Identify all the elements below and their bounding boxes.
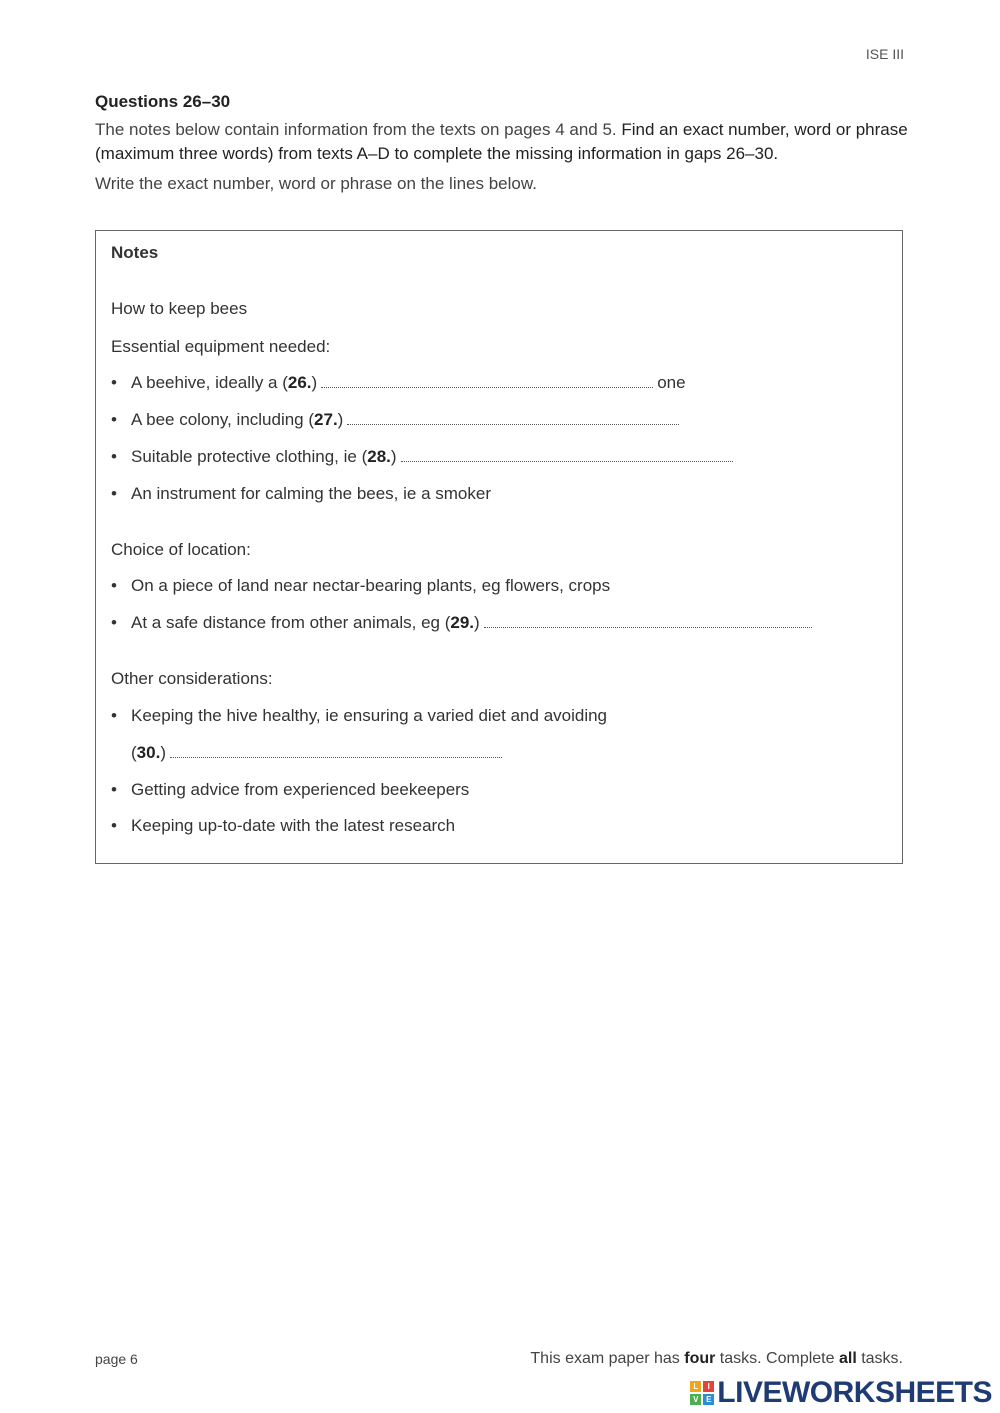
bullet: • — [111, 576, 117, 595]
exam-code: ISE III — [865, 46, 904, 62]
bullet: • — [111, 780, 117, 799]
logo-mark-icon — [690, 1381, 714, 1405]
bullet: • — [111, 706, 117, 725]
section-title: Questions 26–30 — [95, 92, 231, 111]
footer-note: This exam paper has four tasks. Complete all tasks. — [530, 1350, 903, 1367]
intro-normal: The notes below contain information from the texts on pages 4 and 5. — [95, 120, 617, 139]
other-heading: Other considerations: — [111, 669, 273, 688]
answer-gap-27[interactable] — [347, 423, 679, 425]
instruction: Write the exact number, word or phrase on the lines below. — [95, 174, 537, 193]
notes-heading: Notes — [111, 243, 159, 262]
bullet: • — [111, 613, 117, 632]
list-item: • Keeping up-to-date with the latest research — [111, 816, 456, 835]
bullet: • — [111, 373, 117, 392]
list-item: • A bee colony, including (27.) — [111, 410, 683, 430]
list-item: • An instrument for calming the bees, ie a smoker — [111, 484, 491, 503]
list-item: • Getting advice from experienced beekeepers — [111, 780, 470, 799]
bullet: • — [111, 447, 117, 466]
logo-letter: E — [703, 1394, 714, 1405]
list-item-continuation: (30.) — [131, 743, 506, 763]
list-item: • A beehive, ideally a (26.) one — [111, 373, 686, 392]
location-heading: Choice of location: — [111, 540, 251, 559]
page-number: page 6 — [95, 1351, 138, 1367]
bullet: • — [111, 816, 117, 835]
list-item: • Suitable protective clothing, ie (28.) — [111, 447, 737, 467]
equipment-heading: Essential equipment needed: — [111, 337, 331, 356]
logo-letter: L — [690, 1381, 701, 1392]
answer-gap-29[interactable] — [484, 626, 812, 628]
answer-gap-28[interactable] — [401, 460, 733, 462]
notes-topic: How to keep bees — [111, 299, 248, 318]
intro-emphasis: Find an exact number, word or phrase (maximum three words) from texts A–D to complete the missing information in gaps 26–30. — [95, 120, 908, 163]
answer-gap-30[interactable] — [170, 756, 502, 758]
answer-gap-26[interactable] — [321, 386, 653, 388]
list-item: • On a piece of land near nectar-bearing plants, eg flowers, crops — [111, 576, 611, 595]
list-item: • At a safe distance from other animals, eg (29.) — [111, 613, 816, 633]
notes-box — [95, 230, 903, 864]
bullet: • — [111, 410, 117, 429]
logo-letter: V — [690, 1394, 701, 1405]
logo-text: LIVEWORKSHEETS — [717, 1376, 992, 1409]
list-item: • Keeping the hive healthy, ie ensuring a varied diet and avoiding — [111, 706, 608, 725]
liveworksheets-logo — [690, 1376, 992, 1410]
bullet: • — [111, 484, 117, 503]
intro-paragraph — [95, 118, 910, 166]
logo-letter: I — [703, 1381, 714, 1392]
